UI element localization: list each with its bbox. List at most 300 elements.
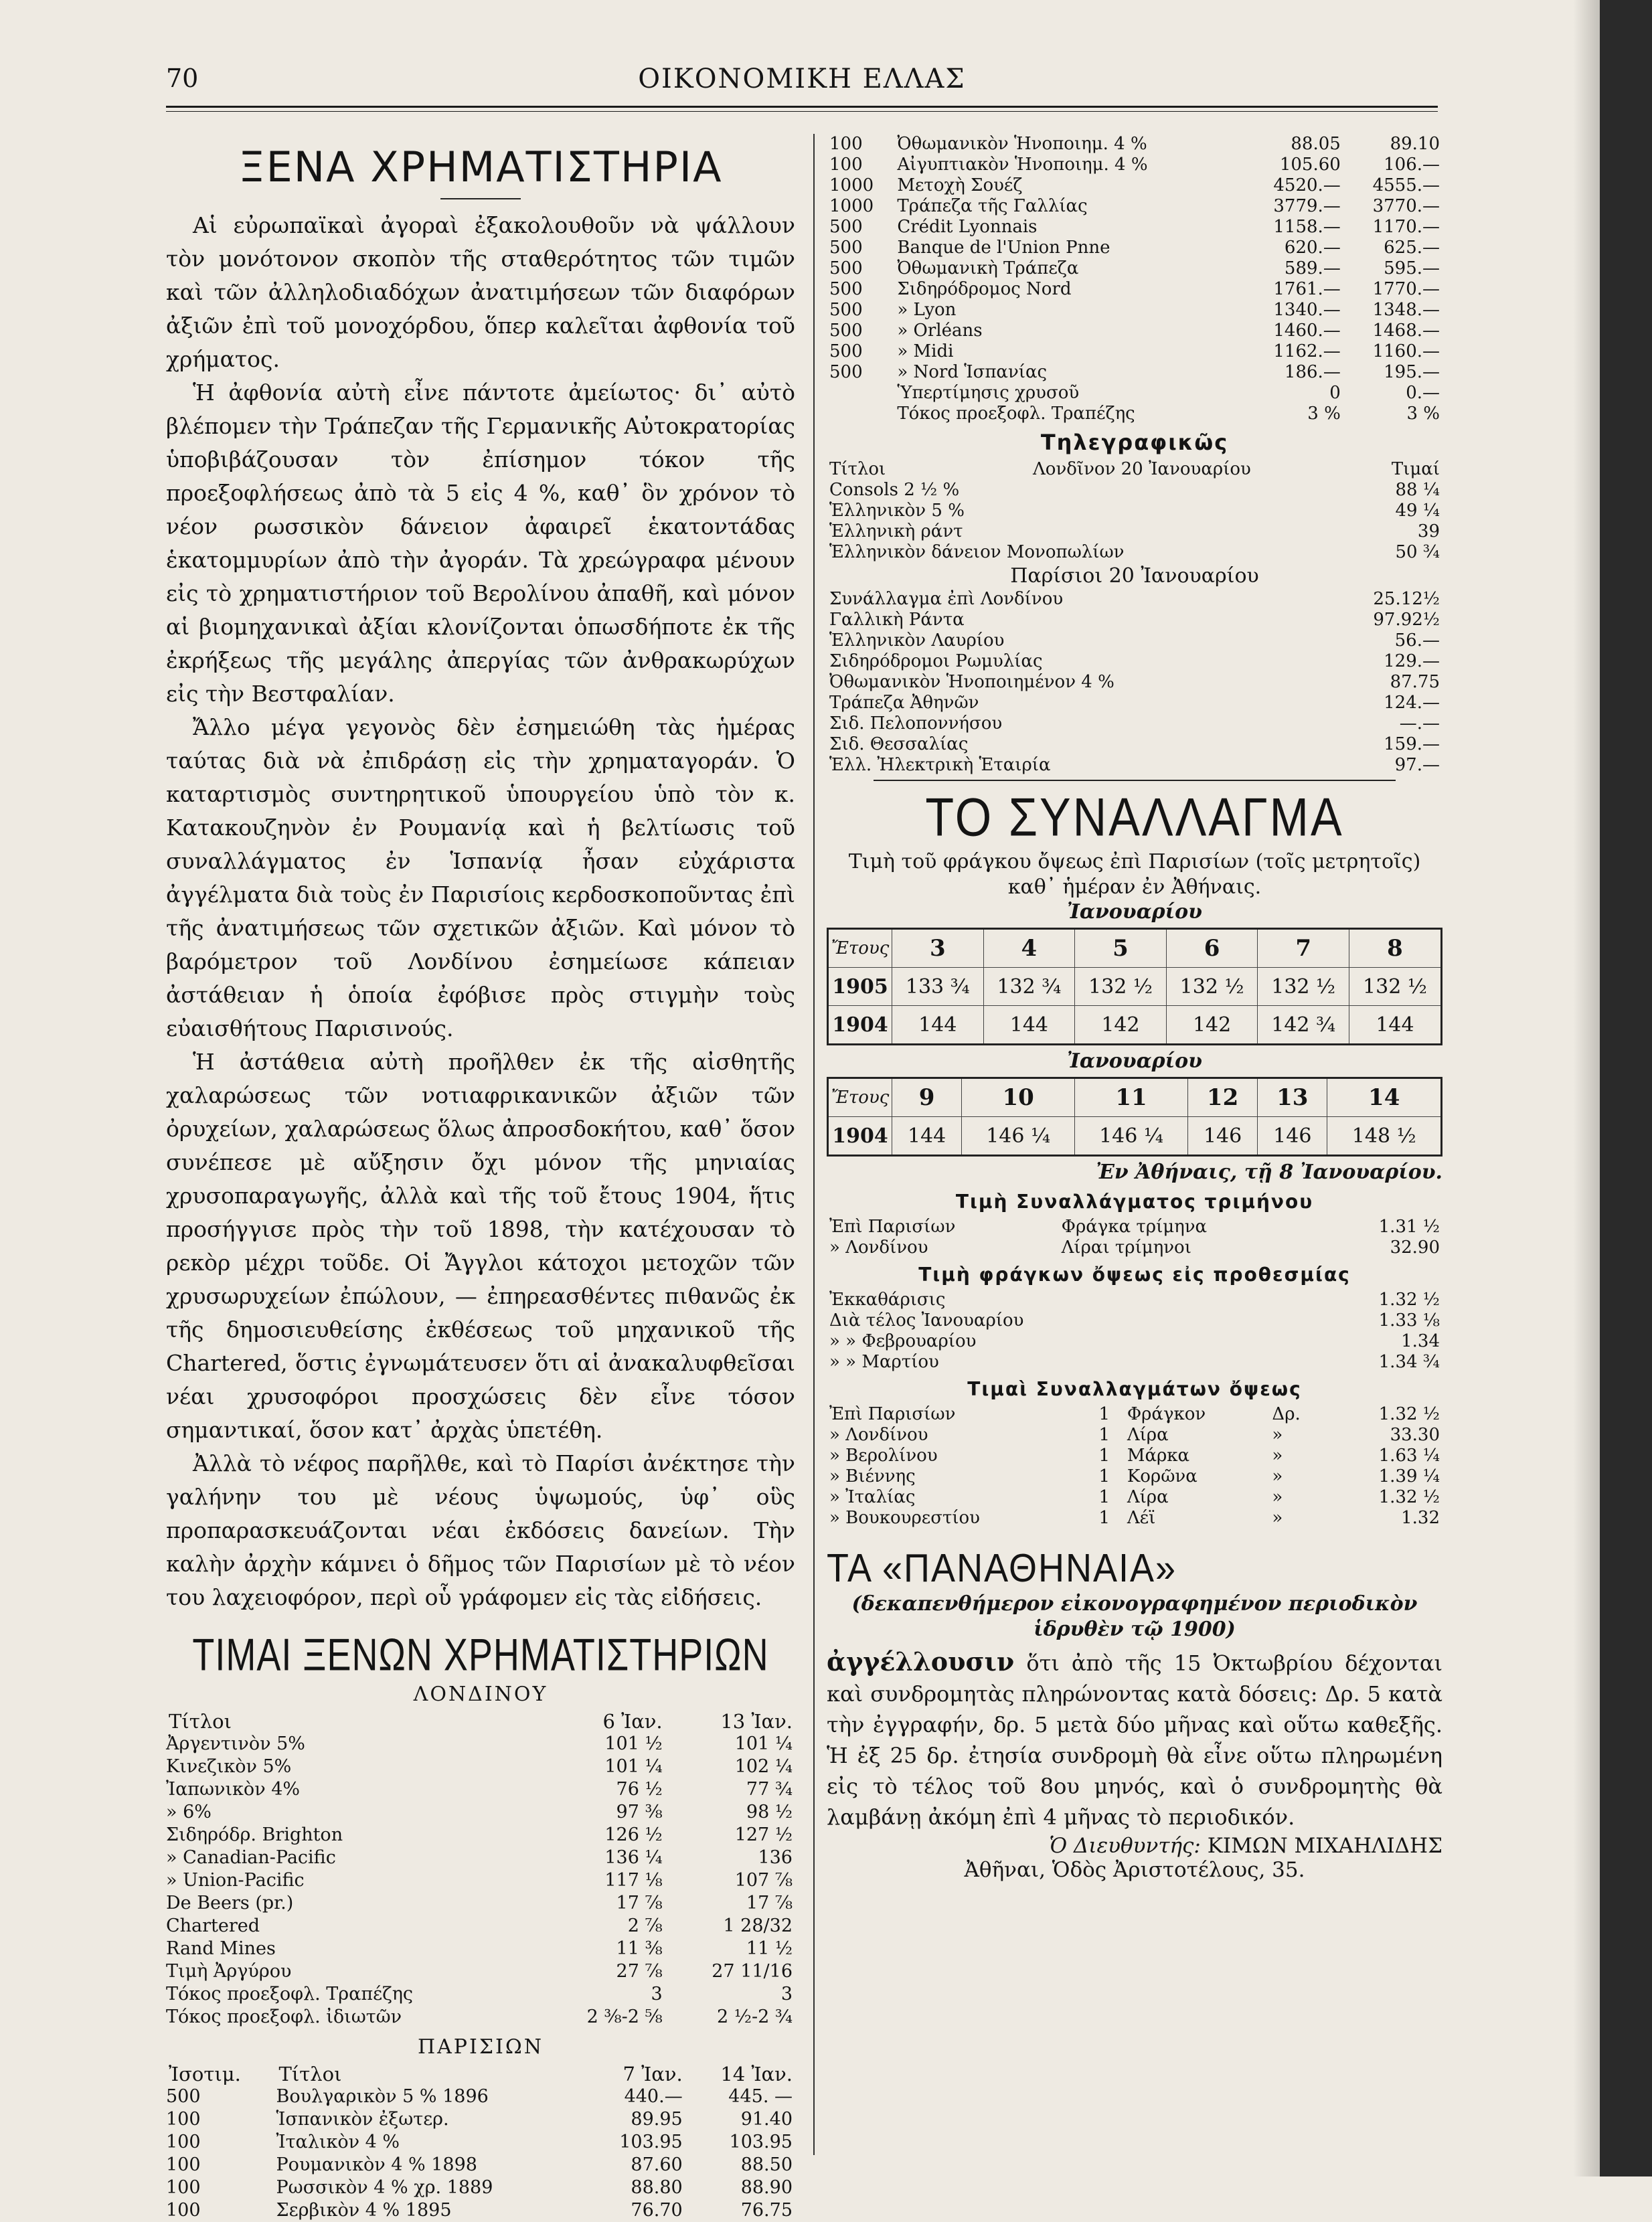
table-cell: 87.60 [631,2154,683,2175]
column-divider [813,134,815,2155]
table-cell: 87.75 [1390,672,1440,692]
table-cell: 88.50 [740,2154,793,2175]
table-cell: 1 [1098,1425,1110,1445]
table-row [166,2154,795,2176]
forward-title: Τιμὴ φράγκων ὄψεως εἰς προθεσμίας [918,1264,1351,1286]
running-header [166,64,1438,104]
table-cell: Λίρα [1127,1487,1169,1507]
telegraph-paris-date: Παρίσιοι 20 Ἰανουαρίου [1010,564,1259,588]
page-edge [1600,0,1652,2176]
article-paragraph: Ἡ ἀστάθεια αὐτὴ προῆλθεν ἐκ τῆς αἰσθητῆς χαλαρώσεως τῶν νοτιαφρικανικῶν ἀξιῶν τῶν ὀρυχείων, χαλαρώσεως ὅλως ἀπροσδοκήτου, καθ᾽ ὅσον συνέπεσε μὲ αὔξησιν ὄχι μόνον τῆς μηνιαίας χρυσοπαραγωγῆς, ἀλλὰ καὶ τῆς τοῦ ἔτους 1904, ἥτις προσήγγισε πρὸς τὴν τοῦ 1898, τὴν κατέχουσαν τὸ ρεκὸρ μέχρι τοῦδε. Οἱ Ἄγγλοι κάτοχοι μετοχῶν τῶν χρυσωρυχείων ἐπώλουν, — ἐπηρεασθέντες πιθανῶς ἐκ τῆς δημοσιευθείσης ἐκθέσεως τοῦ μηχανικοῦ τῆς Chartered, ὅστις ἐγνωμάτευσεν ὅτι αἱ ἀνακαλυφθεῖσαι νέαι χρυσοφόροι προσχώσεις δὲν εἶνε τόσον σημαντικαί, ὅσον κατ᾽ ἀρχὰς ὑπετέθη. [166,1049,795,1443]
table-cell: 98 ½ [746,1802,793,1822]
table-row [166,2199,795,2222]
table-row [827,238,1442,258]
table-cell: 1160.— [1372,341,1440,361]
table-cell: » 6% [166,1802,212,1822]
table-cell: 1.39 ¼ [1378,1466,1440,1486]
table-cell: Αἰγυπτιακὸν Ἡνοποιημ. 4 % [897,155,1148,175]
col-header: Τίτλοι [169,1710,232,1733]
rate-cell: 142 [1166,1006,1258,1045]
table-row [827,734,1442,755]
exchange-row [828,968,1442,1006]
director-name: ΚΙΜΩΝ ΜΙΧΑΗΛΙΔΗΣ [1207,1834,1442,1858]
table-cell: Μετοχὴ Σουέζ [897,175,1023,195]
section-divider [874,780,1396,781]
year-cell: 1904 [828,1006,892,1045]
table-cell: 117 ⅛ [604,1870,663,1891]
table-cell: » Λονδίνου [829,1425,928,1445]
table-cell: 1.34 ¾ [1378,1352,1440,1372]
table-cell: 89.10 [1390,134,1440,154]
table-cell: Ἰαπωνικὸν 4% [166,1779,301,1800]
table-cell: 100 [166,2200,201,2221]
table-cell [827,383,894,404]
table-cell: » Midi [897,341,954,361]
table-cell: 1770.— [1372,279,1440,299]
table-cell: 0.— [1406,383,1440,403]
table-row [827,404,1442,424]
table-cell: 500 [829,238,863,258]
table-cell: De Beers (pr.) [166,1893,294,1913]
table-row [827,1404,1442,1425]
table-cell: 1460.— [1273,321,1341,341]
table-row [166,1824,795,1847]
panathenaia-address: Ἀθῆναι, Ὁδὸς Ἀριστοτέλους, 35. [964,1858,1305,1882]
table-cell: 17 ⅞ [616,1893,663,1913]
table-cell: 101 ¼ [604,1756,663,1777]
table-cell: Ἱσπανικὸν ἐξωτερ. [276,2109,449,2130]
table-cell: 100 [166,2109,201,2130]
table-cell: Ρουμανικὸν 4 % 1898 [276,2154,477,2175]
table-cell: Κορῶνα [1127,1466,1197,1486]
article-title: ΞΕΝΑ ΧΡΗΜΑΤΙΣΤΗΡΙΑ [238,143,723,191]
table-cell: 589.— [1284,258,1341,278]
panathenaia-lead: ἀγγέλλουσιν [827,1646,1015,1677]
london-subtitle: ΛΟΝΔΙΝΟΥ [413,1683,548,1706]
table-cell: 3 [651,1984,663,2004]
table-cell: 595.— [1384,258,1440,278]
table-cell: 195.— [1384,362,1440,382]
year-cell: 1905 [828,968,892,1006]
table-cell: 2 ⅞ [627,1915,663,1936]
table-cell: » Lyon [897,300,957,320]
table-cell: 76.70 [631,2200,683,2221]
table-cell: » » Φεβρουαρίου [829,1331,977,1351]
table-cell: 32.90 [1390,1237,1440,1258]
table-cell: 49 ¼ [1395,501,1440,521]
table-row [827,1310,1442,1331]
table-cell: » Βερολίνου [829,1446,938,1466]
table-cell: 500 [829,300,863,320]
table-cell: 100 [829,155,863,175]
table-cell: Ἑλλ. Ἠλεκτρικὴ Ἑταιρία [829,755,1051,775]
table-cell: Τόκος προεξοφλ. Τραπέζης [166,1984,414,2004]
table-cell: 1 [1098,1508,1110,1528]
table-cell: » [1272,1446,1283,1466]
table-cell: 27 ⅞ [616,1961,663,1982]
sight-title: Τιμαὶ Συναλλαγμάτων ὄψεως [967,1378,1302,1400]
table-cell: Ἀργεντινὸν 5% [166,1733,305,1754]
table-cell: Τράπεζα Ἀθηνῶν [829,693,979,713]
table-cell: » Λονδίνου [829,1237,928,1258]
table-cell: 56.— [1394,630,1440,651]
table-cell: » Nord Ἱσπανίας [897,362,1048,382]
table-cell: 100 [166,2154,201,2175]
rate-cell: 148 ½ [1327,1117,1442,1156]
day-header: 8 [1349,929,1441,968]
table-row [827,542,1442,563]
table-cell: Σιδηρόδρομοι Ρωμυλίας [829,651,1043,671]
table-cell: 445. — [728,2086,793,2107]
table-cell: 1.32 ½ [1378,1404,1440,1424]
exchange-row [828,1006,1442,1045]
table-cell: » Ἰταλίας [829,1487,916,1507]
quarter-table [827,1217,1442,1258]
table-row [166,2131,795,2154]
table-cell: 107 ⅞ [734,1870,793,1891]
table-row [166,1778,795,1801]
table-cell: 11 ½ [746,1938,793,1959]
table-cell: 1000 [829,175,874,195]
table-cell: 27 11/16 [712,1961,793,1982]
table-cell: Λίραι τρίμηνοι [1061,1237,1191,1258]
table-cell: 1.31 ½ [1378,1217,1440,1237]
article-paragraph: Ἀλλὰ τὸ νέφος παρῆλθε, καὶ τὸ Παρίσι ἀνέκτησε τὴν γαλήνην του μὲ νέους ὑψωμούς, ὑφ᾽ οὓς προπαρασκευάζονται νέαι ἐκδόσεις δανείων. Τὴν καλὴν ἀρχὴν κάμνει ὁ δῆμος τῶν Παρισίων μὲ τὸ νέον του λαχειοφόρον, περὶ οὗ γράφομεν εἰς τὰς εἰδήσεις. [166,1450,795,1610]
table-cell: 76.75 [740,2200,793,2221]
table-cell: » » Μαρτίου [829,1352,939,1372]
table-row [166,1938,795,1960]
day-header: 4 [983,929,1075,968]
table-cell: 39 [1417,521,1440,541]
table-row [827,155,1442,175]
table-row [827,1446,1442,1466]
table-cell: Σιδ. Θεσσαλίας [829,734,969,754]
table-cell: 1 28/32 [723,1915,793,1936]
table-cell: 1.32 ½ [1378,1290,1440,1310]
table-cell: Λίρα [1127,1425,1169,1445]
table-row [827,1352,1442,1373]
table-cell: 1000 [829,196,874,216]
table-cell: 0 [1329,383,1341,403]
table-cell: 103.95 [729,2132,793,2152]
journal-title: ΟΙΚΟΝΟΜΙΚΗ ΕΛΛΑΣ [638,64,966,94]
day-header: 6 [1166,929,1258,968]
table-cell: 3779.— [1273,196,1341,216]
table-row [827,589,1442,610]
exchange-table-2 [827,1077,1442,1157]
table-cell: 136 [758,1847,793,1868]
table-cell: 1340.— [1273,300,1341,320]
table-cell: Σερβικὸν 4 % 1895 [276,2200,452,2221]
table-cell: » [1272,1508,1283,1528]
table-cell: 88.90 [740,2177,793,2198]
table-cell: » Βουκουρεστίου [829,1508,980,1528]
table-cell: —.— [1399,713,1440,734]
table-cell: 2 ½-2 ¾ [717,2006,793,2027]
table-cell: Λέϊ [1127,1508,1156,1528]
exchange-header-row [828,1078,1442,1117]
table-cell: Σιδ. Πελοποννήσου [829,713,1003,734]
rate-cell: 144 [1349,1006,1441,1045]
article-paragraph: Ἡ ἀφθονία αὐτὴ εἶνε πάντοτε ἀμείωτος· δι᾽ αὐτὸ βλέπομεν τὴν Τράπεζαν τῆς Γερμανικῆς Αὐτοκρατορίας ὑποβιβάζουσαν τὸν ἐπίσημον τόκον τῆς προεξοφλήσεως ἀπὸ τὰ 5 εἰς 4 %, καθ᾽ ὃν χρόνον τὸ νέον ρωσσικὸν δάνειον ἀφαιρεῖ ἑκατοντάδας ἑκατομμυρίων ἀπὸ τὴν ἀγοράν. Τὰ χρεώγραφα μένουν εἰς τὸ χρηματιστήριον τοῦ Βερολίνου ἀπαθῆ, καὶ μόνον αἱ βιομηχανικαὶ ἀξίαι κλονίζονται ὁπωσδήποτε ἐκ τῆς ἐκρήξεως τῆς μεγάλης ἀπεργίας τῶν ἀνθρακωρύχων εἰς τὴν Βεστφαλίαν. [166,379,795,707]
year-cell: 1904 [828,1117,892,1156]
rate-cell: 146 [1187,1117,1257,1156]
table-row [827,1331,1442,1352]
table-row [827,196,1442,217]
rate-cell: 132 ¾ [983,968,1075,1006]
table-cell: 1761.— [1273,279,1341,299]
table-row [827,630,1442,651]
table-cell: 25.12½ [1373,589,1440,609]
table-cell: 3770.— [1372,196,1440,216]
table-row [166,1915,795,1938]
table-cell: Ὑπερτίμησις χρυσοῦ [897,383,1080,403]
day-header: 3 [892,929,984,968]
exchange-title: ΤΟ ΣΥΝΑΛΛΑΓΜΑ [925,787,1344,847]
table-cell: 1.32 [1401,1508,1440,1528]
year-label: Ἔτους [828,929,892,968]
table-cell: 1 [1098,1404,1110,1424]
forward-table [827,1290,1442,1373]
table-row [827,300,1442,321]
table-row [827,693,1442,713]
col-header: 7 Ἰαν. [623,2063,683,2085]
table-cell: 186.— [1284,362,1341,382]
table-row [166,1801,795,1824]
director-label: Ὁ Διευθυντής: [1049,1834,1201,1858]
table-cell: Crédit Lyonnais [897,217,1038,237]
prices-title: ΤΙΜΑΙ ΞΕΝΩΝ ΧΡΗΜΑΤΙΣΤΗΡΙΩΝ [192,1630,769,1681]
paris-prices-continued-table [827,134,1442,424]
exchange-signoff: Ἐν Ἀθήναις, τῇ 8 Ἰανουαρίου. [1096,1161,1442,1184]
col-header: Ἰσοτιμ. [169,2063,241,2085]
table-row [827,1487,1442,1508]
table-cell: 3 % [1406,404,1440,424]
panathenaia-subtitle: (δεκαπενθήμερον εἰκονογραφημένον περιοδικὸν [851,1592,1418,1616]
table-cell: 159.— [1384,734,1440,754]
col-header: 13 Ἰαν. [720,1710,793,1733]
table-cell: 88.05 [1291,134,1341,154]
table-cell: 33.30 [1390,1425,1440,1445]
table-cell: Banque de l'Union Pnne [897,238,1110,258]
day-header: 9 [892,1078,962,1117]
table-cell: 97.92½ [1373,610,1440,630]
table-row [827,501,1442,521]
table-cell: 500 [166,2086,201,2107]
rate-cell: 133 ¾ [892,968,984,1006]
telegraph-london-table [827,480,1442,563]
table-row [166,1869,795,1892]
table-cell: Chartered [166,1915,260,1936]
table-cell: Σιδηρόδρομος Nord [897,279,1072,299]
table-cell: 89.95 [631,2109,683,2130]
table-cell: Ὀθωμανικὴ Τράπεζα [897,258,1079,278]
rate-cell: 132 ½ [1166,968,1258,1006]
table-cell: 100 [829,134,863,154]
title-rule [440,198,521,199]
table-cell: 620.— [1284,238,1341,258]
panathenaia-body: ὅτι ἀπὸ τῆς 15 Ὀκτωβρίου δέχονται καὶ συνδρομητὰς πληρώνοντας κατὰ δόσεις: Δρ. 5 κατὰ τὴν ἐγγραφήν, δρ. 5 μετὰ δύο μῆνας καὶ οὕτω καθεξῆς. Ἡ ἐξ 25 δρ. ἐτησία συνδρομὴ θὰ εἶνε οὕτω πληρωμένη εἰς τὸ τέλος τοῦ 8ου μηνός, καὶ ὁ συνδρομητὴς θὰ λαμβάνῃ ἀκόμη ἐπὶ 4 μῆνας τὸ περιοδικόν. [827,1650,1443,1830]
table-row [166,1847,795,1869]
table-row [827,480,1442,501]
table-cell: Συνάλλαγμα ἐπὶ Λονδίνου [829,589,1064,609]
table-cell: Ἐκκαθάρισις [829,1290,946,1310]
telegraph-col-prices: Τιμαί [1391,459,1440,479]
day-header: 11 [1075,1078,1188,1117]
table-cell: Φράγκα τρίμηνα [1061,1217,1208,1237]
header-rule-thin [166,111,1438,112]
table-cell: 17 ⅞ [746,1893,793,1913]
table-cell: 4520.— [1273,175,1341,195]
table-row [166,2108,795,2131]
table-cell: 500 [829,321,863,341]
table-cell: » Orléans [897,321,983,341]
table-row [827,279,1442,300]
table-cell: » [1272,1487,1283,1507]
table-cell: » Union-Pacific [166,1870,305,1891]
table-cell: Τράπεζα τῆς Γαλλίας [897,196,1088,216]
exchange-table-1 [827,928,1442,1045]
telegraph-paris-table [827,589,1442,776]
table-cell: 1.34 [1401,1331,1440,1351]
table-cell: 1 [1098,1466,1110,1486]
article-paragraph: Ἄλλο μέγα γεγονὸς δὲν ἐσημειώθη τὰς ἡμέρας ταύτας διὰ νὰ ἐπιδράσῃ εἰς τὴν χρηματαγοράν. Ὁ καταρτισμὸς συντηρητικοῦ ὑπουργείου ὑπὸ τὸν κ. Κατακουζηνὸν ἐν Ρουμανίᾳ καὶ ἡ βελτίωσις τοῦ συναλλάγματος ἐν Ἱσπανίᾳ ἦσαν εὐχάριστα ἀγγέλματα διὰ τοὺς ἐν Παρισίοις κερδοσκοποῦντας ἐπὶ τῆς ἀνατιμήσεως τῶν σχετικῶν ἀξιῶν. Καὶ μόνον τὸ βαρόμετρον τοῦ Λονδίνου ἐσημείωσε κάπειαν ἀστάθειαν ἡ ὁποία ἐφόβισε πρὸς στιγμὴν τοὺς εὐαισθήτους Παρισινούς. [166,714,795,1041]
page-number: 70 [166,64,199,93]
table-cell: » Βιέννης [829,1466,916,1486]
table-cell: » Canadian-Pacific [166,1847,336,1868]
table-row [166,2085,795,2108]
london-prices-table [166,1710,795,2029]
table-cell: 11 ⅜ [616,1938,663,1959]
panathenaia-notice [827,1646,1442,1832]
table-cell: Ἑλληνικὸν 5 % [829,501,965,521]
table-row [827,341,1442,362]
paris-prices-table [166,2063,795,2222]
table-row [827,1508,1442,1529]
exchange-month: Ἰανουαρίου [1067,900,1202,924]
table-cell: 1162.— [1273,341,1341,361]
table-cell: Σιδηρόδρ. Brighton [166,1824,343,1845]
table-cell: 1170.— [1372,217,1440,237]
sight-table [827,1404,1442,1529]
day-header: 5 [1075,929,1167,968]
year-label: Ἔτους [828,1078,892,1117]
rate-cell: 146 [1258,1117,1327,1156]
table-cell: Τιμὴ Ἀργύρου [166,1961,292,1982]
table-cell: 76 ½ [616,1779,663,1800]
table-cell: Rand Mines [166,1938,276,1959]
telegraph-title: Τηλεγραφικῶς [1040,430,1229,455]
table-cell: 1 [1098,1487,1110,1507]
exchange-row [828,1117,1442,1156]
table-cell: Ἑλληνικὸν δάνειον Μονοπωλίων [829,542,1125,562]
table-cell: 1158.— [1273,217,1341,237]
day-header: 10 [962,1078,1075,1117]
table-row [827,175,1442,196]
page-gutter-shadow [1573,0,1600,2176]
table-cell: 3 % [1307,404,1341,424]
table-cell: 105.60 [1279,155,1341,175]
table-cell: Κινεζικὸν 5% [166,1756,292,1777]
table-cell: 500 [829,217,863,237]
rate-cell: 142 ¾ [1258,1006,1349,1045]
table-row [827,672,1442,693]
table-cell: 97 ⅜ [616,1802,663,1822]
table-cell: Ἐπὶ Παρισίων [829,1404,956,1424]
table-row [827,1217,1442,1237]
exchange-month: Ἰανουαρίου [1067,1049,1202,1073]
table-cell: 1 [1098,1446,1110,1466]
table-cell: Ἑλληνικὴ ράντ [829,521,963,541]
table-cell: 2 ⅜-2 ⅝ [586,2006,663,2027]
table-row [827,651,1442,672]
table-cell: 1348.— [1372,300,1440,320]
table-cell: Ἰταλικὸν 4 % [276,2132,400,2152]
exchange-header-row [828,929,1442,968]
table-cell: 500 [829,341,863,361]
table-cell: 101 ¼ [734,1733,793,1754]
left-column [166,137,795,2222]
table-cell: Βουλγαρικὸν 5 % 1896 [276,2086,489,2107]
table-cell: 100 [166,2177,201,2198]
panathenaia-title: ΤΑ «ΠΑΝΑΘΗΝΑΙΑ» [827,1546,1177,1590]
table-cell: 500 [829,362,863,382]
rate-cell: 144 [892,1117,962,1156]
table-cell: 4555.— [1372,175,1440,195]
day-header: 14 [1327,1078,1442,1117]
table-cell: » [1272,1466,1283,1486]
rate-cell: 142 [1075,1006,1167,1045]
rate-cell: 146 ¼ [1075,1117,1188,1156]
table-row [827,1290,1442,1310]
rate-cell: 146 ¼ [962,1117,1075,1156]
table-cell: 77 ¾ [746,1779,793,1800]
table-row [166,1983,795,2006]
panathenaia-subtitle: ἱδρυθὲν τῷ 1900) [1034,1618,1236,1641]
table-cell: 106.— [1384,155,1440,175]
telegraph-col-titles: Τίτλοι [829,459,886,479]
article-paragraph: Αἱ εὐρωπαϊκαὶ ἀγοραὶ ἐξακολουθοῦν νὰ ψάλλουν τὸν μονότονον σκοπὸν τῆς σταθερότητος τῶν τιμῶν καὶ τῶν ἀλληλοδιαδόχων ἀνατιμήσεων τῶν διαφόρων ἀξιῶν ἐπὶ τοῦ μονοχόρδου, ὅπερ καλεῖται ἀφθονία τοῦ χρήματος. [166,212,795,372]
table-cell: Δρ. [1272,1404,1301,1424]
table-cell: 127 ½ [734,1824,793,1845]
header-rule [166,106,1438,108]
col-header: 14 Ἰαν. [720,2063,793,2085]
telegraph-london-head [827,459,1442,480]
table-cell: Ἑλληνικὸν Λαυρίου [829,630,1005,651]
table-cell: Μάρκα [1127,1446,1190,1466]
table-row [166,2176,795,2199]
table-cell: 1468.— [1372,321,1440,341]
table-cell: 500 [829,279,863,299]
table-row [827,1425,1442,1446]
table-cell: Ὀθωμανικὸν Ἡνοποιημένον 4 % [829,672,1114,692]
table-cell: » [1272,1425,1283,1445]
table-row [827,321,1442,341]
rate-cell: 144 [983,1006,1075,1045]
table-cell: Διὰ τέλος Ἰανουαρίου [829,1310,1024,1331]
table-row [827,362,1442,383]
table-row [166,1733,795,1756]
table-cell: 100 [166,2132,201,2152]
table-cell: 1.33 ⅛ [1378,1310,1440,1331]
col-header: Τίτλοι [278,2063,342,2085]
table-cell: Ἐπὶ Παρισίων [829,1217,956,1237]
paris-subtitle: ΠΑΡΙΣΙΩΝ [417,2035,544,2059]
table-cell: 440.— [624,2086,683,2107]
table-row [827,1237,1442,1258]
table-cell: 625.— [1384,238,1440,258]
table-row [827,755,1442,776]
